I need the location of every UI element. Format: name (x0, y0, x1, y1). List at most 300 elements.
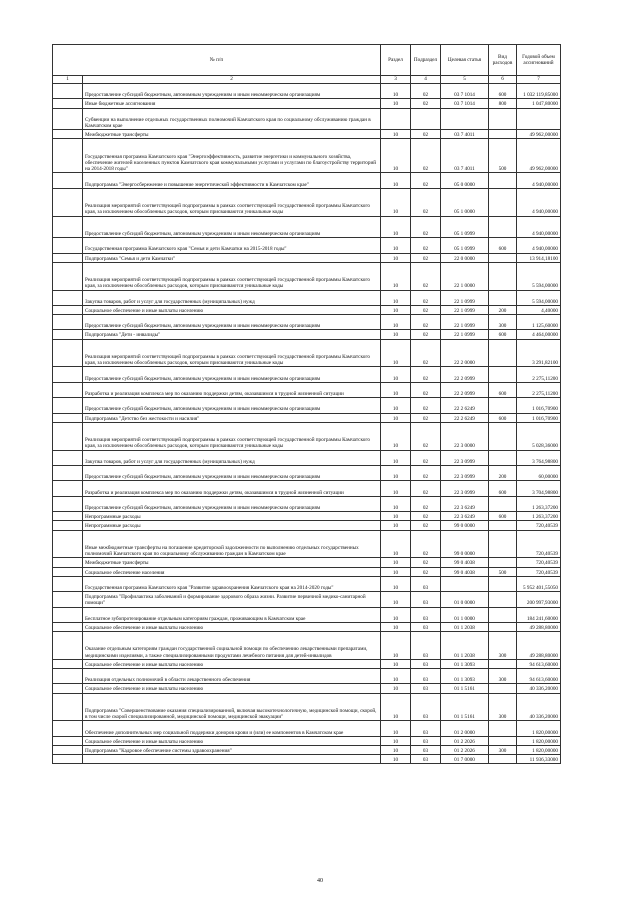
row-expense-type: 300 (489, 693, 517, 721)
col-header-podrazdel: Подраздел (411, 45, 441, 76)
table-row (53, 290, 561, 305)
row-podrazdel: 02 (411, 188, 441, 216)
row-description: Государственная программа Камчатского края "Энергоэффективность, развитие энергетики и коммунального хозяйства, обеспечение жителей населенных пунктов Камчатского края коммунальными услугами и услугами по благоустройству территорий на 2014-2018 годы" (83, 139, 381, 173)
row-razdel: 10 (381, 330, 411, 339)
row-description: Непрограммные расходы (83, 512, 381, 521)
row-expense-type (489, 721, 517, 736)
row-number-cell (53, 382, 83, 397)
row-razdel: 10 (381, 530, 411, 558)
row-razdel: 10 (381, 684, 411, 693)
row-description: Подпрограмма "Энергосбережение и повышение энергетической эффективности в Камчатском крае" (83, 173, 381, 188)
row-expense-type: 200 (489, 466, 517, 481)
row-podrazdel: 02 (411, 521, 441, 530)
row-podrazdel: 03 (411, 576, 441, 591)
col-number: 4 (411, 76, 441, 84)
row-razdel: 10 (381, 422, 411, 450)
table-row (53, 450, 561, 465)
row-podrazdel: 02 (411, 558, 441, 567)
row-amount: 94 613,60000 (517, 669, 561, 684)
table-row (53, 684, 561, 693)
row-amount: 1 263,37200 (517, 496, 561, 511)
row-amount: 2 275,11200 (517, 382, 561, 397)
row-number-cell (53, 530, 83, 558)
row-amount: 5 594,00000 (517, 262, 561, 290)
row-amount: 40 336,20000 (517, 693, 561, 721)
row-description: Разработка и реализация комплекса мер по оказанию поддержки детям, оказавшимся в трудной жизненной ситуации (83, 481, 381, 496)
row-amount: 60,00000 (517, 466, 561, 481)
row-number-cell (53, 736, 83, 745)
row-podrazdel: 02 (411, 413, 441, 422)
row-number-cell (53, 521, 83, 530)
row-expense-type (489, 339, 517, 367)
row-target-article: 22 3 0999 (441, 466, 489, 481)
row-target-article: 22 1 0999 (441, 330, 489, 339)
row-podrazdel: 03 (411, 755, 441, 764)
row-target-article (441, 576, 489, 591)
row-expense-type (489, 622, 517, 631)
row-razdel: 10 (381, 253, 411, 262)
row-amount: 4 940,00000 (517, 173, 561, 188)
table-row (53, 558, 561, 567)
row-razdel: 10 (381, 576, 411, 591)
row-expense-type: 600 (489, 382, 517, 397)
row-amount: 5 952 401,55050 (517, 576, 561, 591)
column-numbers-row (53, 76, 561, 84)
row-amount: 720,40539 (517, 567, 561, 576)
table-row (53, 330, 561, 339)
row-expense-type (489, 216, 517, 238)
row-expense-type: 600 (489, 330, 517, 339)
row-description: Оказание отдельным категориям граждан государственной социальной помощи по обеспечению лекарственными препаратами, медицинскими изделиями, а также специализированными продуктами лечебного питания для детей-инвалидов (83, 632, 381, 660)
table-row (53, 305, 561, 314)
row-razdel: 10 (381, 339, 411, 367)
row-number-cell (53, 622, 83, 631)
row-expense-type (489, 576, 517, 591)
row-expense-type: 500 (489, 567, 517, 576)
table-row (53, 339, 561, 367)
row-amount: 1 820,00000 (517, 746, 561, 755)
row-number-cell (53, 108, 83, 130)
budget-table-sheet (52, 44, 560, 764)
row-target-article: 22 1 0000 (441, 262, 489, 290)
row-target-article: 01 1 5161 (441, 684, 489, 693)
row-target-article: 22 1 0999 (441, 315, 489, 330)
row-description: Субвенции на выполнение отдельных государственных полномочий Камчатского края по социальному обслуживанию граждан в Камчатском крае (83, 108, 381, 130)
table-body (53, 84, 561, 764)
row-razdel: 10 (381, 139, 411, 173)
row-razdel: 10 (381, 521, 411, 530)
row-expense-type (489, 521, 517, 530)
row-razdel: 10 (381, 84, 411, 99)
row-expense-type (489, 684, 517, 693)
row-amount: 200 997,93000 (517, 592, 561, 607)
row-expense-type: 800 (489, 99, 517, 108)
row-target-article: 99 0 0000 (441, 521, 489, 530)
table-row (53, 496, 561, 511)
table-row (53, 262, 561, 290)
row-target-article: 22 3 0999 (441, 450, 489, 465)
row-razdel: 10 (381, 262, 411, 290)
row-description: Предоставление субсидий бюджетным, автономным учреждениям и иным некоммерческим организациям (83, 367, 381, 382)
row-razdel: 10 (381, 305, 411, 314)
table-row (53, 253, 561, 262)
row-number-cell (53, 607, 83, 622)
row-description: Социальное обеспечение и иные выплаты населению (83, 622, 381, 631)
row-razdel: 10 (381, 736, 411, 745)
row-podrazdel: 02 (411, 305, 441, 314)
table-row (53, 746, 561, 755)
row-expense-type: 600 (489, 481, 517, 496)
row-podrazdel: 02 (411, 130, 441, 139)
row-target-article: 05 1 0999 (441, 216, 489, 238)
table-row (53, 315, 561, 330)
row-description: Реализация мероприятий соответствующей подпрограммы в рамках соответствующей государственной программы Камчатского края, за исключением обособленных расходов, которым присваиваются уникальные коды (83, 422, 381, 450)
row-razdel: 10 (381, 755, 411, 764)
row-number-cell (53, 330, 83, 339)
table-row (53, 576, 561, 591)
row-amount: 4 940,00000 (517, 188, 561, 216)
row-razdel: 10 (381, 413, 411, 422)
row-target-article: 01 2 2026 (441, 746, 489, 755)
table-row (53, 632, 561, 660)
col-header-annual-amount: Годовой объем ассигнований (517, 45, 561, 76)
row-podrazdel: 03 (411, 632, 441, 660)
row-razdel: 10 (381, 188, 411, 216)
row-description: Межбюджетные трансферты (83, 130, 381, 139)
table-row (53, 755, 561, 764)
row-number-cell (53, 632, 83, 660)
row-expense-type: 300 (489, 746, 517, 755)
row-amount: 720,40539 (517, 530, 561, 558)
row-number-cell (53, 173, 83, 188)
row-target-article: 22 2 0999 (441, 382, 489, 397)
row-number-cell (53, 576, 83, 591)
row-target-article: 22 1 0999 (441, 290, 489, 305)
row-razdel: 10 (381, 659, 411, 668)
row-amount (517, 108, 561, 130)
row-number-cell (53, 558, 83, 567)
row-expense-type (489, 607, 517, 622)
row-description: Предоставление субсидий бюджетным, автономным учреждениям и иным некоммерческим организациям (83, 398, 381, 413)
row-description: Государственная программа Камчатского края "Развитие здравоохранения Камчатского края на 2014-2020 годы" (83, 576, 381, 591)
table-row (53, 188, 561, 216)
col-number: 6 (489, 76, 517, 84)
row-podrazdel: 02 (411, 530, 441, 558)
header-row (53, 45, 561, 76)
row-razdel: 10 (381, 398, 411, 413)
row-number-cell (53, 238, 83, 253)
row-description: Обеспечение дополнительных мер социальной поддержки доноров крови и (или) ее компонентов в Камчатском крае (83, 721, 381, 736)
row-description: Иные бюджетные ассигнования (83, 99, 381, 108)
row-description: Государственная программа Камчатского края "Семья и дети Камчатки на 2015-2018 годы" (83, 238, 381, 253)
row-target-article: 99 0 4038 (441, 558, 489, 567)
row-amount: 3 291,82100 (517, 339, 561, 367)
table-row (53, 413, 561, 422)
row-target-article: 22 1 0999 (441, 305, 489, 314)
row-amount: 4 464,00000 (517, 330, 561, 339)
row-description: Социальное обеспечение и иные выплаты населению (83, 736, 381, 745)
row-number-cell (53, 339, 83, 367)
row-target-article: 22 2 0999 (441, 367, 489, 382)
row-amount: 1 016,70900 (517, 398, 561, 413)
row-podrazdel: 02 (411, 290, 441, 305)
row-number-cell (53, 305, 83, 314)
row-amount: 11 936,33000 (517, 755, 561, 764)
row-number-cell (53, 659, 83, 668)
row-target-article: 01 1 2038 (441, 632, 489, 660)
row-podrazdel: 02 (411, 315, 441, 330)
row-expense-type (489, 755, 517, 764)
row-amount: 49 962,00000 (517, 130, 561, 139)
row-razdel: 10 (381, 622, 411, 631)
row-number-cell (53, 450, 83, 465)
row-number-cell (53, 422, 83, 450)
row-podrazdel: 03 (411, 736, 441, 745)
row-podrazdel: 02 (411, 567, 441, 576)
row-amount: 3 704,98800 (517, 481, 561, 496)
row-amount: 49 288,80000 (517, 632, 561, 660)
table-row (53, 512, 561, 521)
row-razdel: 10 (381, 481, 411, 496)
row-description: Предоставление субсидий бюджетным, автономным учреждениям и иным некоммерческим организациям (83, 496, 381, 511)
row-description: Предоставление субсидий бюджетным, автономным учреждениям и иным некоммерческим организациям (83, 216, 381, 238)
row-number-cell (53, 592, 83, 607)
row-description (83, 755, 381, 764)
row-target-article: 03 7 1014 (441, 99, 489, 108)
table-row (53, 422, 561, 450)
table-row (53, 530, 561, 558)
row-number-cell (53, 99, 83, 108)
row-description: Подпрограмма "Детство без жестокости и насилия" (83, 413, 381, 422)
table-row (53, 238, 561, 253)
row-expense-type (489, 398, 517, 413)
row-amount: 4 940,00000 (517, 238, 561, 253)
row-razdel: 10 (381, 567, 411, 576)
row-amount: 1 820,00000 (517, 721, 561, 736)
row-target-article: 05 1 0999 (441, 238, 489, 253)
row-amount: 40 336,20000 (517, 684, 561, 693)
row-description: Подпрограмма "Совершенствование оказания специализированной, включая высокотехнологичную, медицинской помощи, скорой, в том числе скорой специализированной, медицинской помощи, медицинской эвакуации" (83, 693, 381, 721)
row-amount: 1 820,00000 (517, 736, 561, 745)
row-expense-type: 600 (489, 238, 517, 253)
row-razdel: 10 (381, 592, 411, 607)
row-description: Социальное обеспечение и иные выплаты населению (83, 305, 381, 314)
table-row (53, 84, 561, 99)
row-razdel: 10 (381, 173, 411, 188)
row-podrazdel: 02 (411, 481, 441, 496)
row-podrazdel: 02 (411, 450, 441, 465)
row-expense-type: 200 (489, 305, 517, 314)
row-target-article: 01 1 3093 (441, 669, 489, 684)
row-expense-type (489, 592, 517, 607)
row-target-article: 22 2 0000 (441, 339, 489, 367)
row-number-cell (53, 290, 83, 305)
row-target-article: 01 2 2026 (441, 736, 489, 745)
row-description: Межбюджетные трансферты (83, 558, 381, 567)
row-amount: 1 263,37200 (517, 512, 561, 521)
row-razdel: 10 (381, 512, 411, 521)
row-amount: 1 047,80000 (517, 99, 561, 108)
row-target-article: 22 0 0000 (441, 253, 489, 262)
table-row (53, 398, 561, 413)
row-target-article: 22 3 6249 (441, 496, 489, 511)
row-description: Реализация отдельных полномочий в области лекарственного обеспечения (83, 669, 381, 684)
row-podrazdel: 02 (411, 496, 441, 511)
row-podrazdel: 03 (411, 669, 441, 684)
row-podrazdel: 02 (411, 99, 441, 108)
row-target-article: 22 3 6249 (441, 512, 489, 521)
row-number-cell (53, 398, 83, 413)
row-razdel (381, 108, 411, 130)
row-expense-type (489, 530, 517, 558)
row-expense-type: 300 (489, 315, 517, 330)
row-number-cell (53, 693, 83, 721)
row-target-article: 99 0 0000 (441, 530, 489, 558)
table-row (53, 367, 561, 382)
row-target-article: 22 2 6249 (441, 413, 489, 422)
row-expense-type (489, 659, 517, 668)
row-number-cell (53, 84, 83, 99)
table-row (53, 108, 561, 130)
row-expense-type (489, 262, 517, 290)
row-expense-type (489, 173, 517, 188)
row-podrazdel: 02 (411, 262, 441, 290)
row-amount: 94 613,60000 (517, 659, 561, 668)
row-number-cell (53, 481, 83, 496)
row-number-cell (53, 466, 83, 481)
row-razdel: 10 (381, 216, 411, 238)
row-description: Подпрограмма "Профилактика заболеваний и формирование здорового образа жизни. Развитие первичной медико-санитарной помощи" (83, 592, 381, 607)
row-razdel: 10 (381, 558, 411, 567)
row-podrazdel: 02 (411, 238, 441, 253)
row-number-cell (53, 188, 83, 216)
table-row (53, 216, 561, 238)
table-row (53, 382, 561, 397)
col-number: 2 (83, 76, 381, 84)
row-podrazdel: 02 (411, 422, 441, 450)
row-amount: 720,40539 (517, 558, 561, 567)
row-podrazdel: 03 (411, 746, 441, 755)
row-target-article: 01 1 3093 (441, 659, 489, 668)
row-target-article: 03 7 1014 (441, 84, 489, 99)
row-description: Реализация мероприятий соответствующей подпрограммы в рамках соответствующей государственной программы Камчатского края, за исключением обособленных расходов, которым присваиваются уникальные коды (83, 188, 381, 216)
row-expense-type (489, 736, 517, 745)
row-expense-type (489, 253, 517, 262)
row-number-cell (53, 721, 83, 736)
row-description: Закупка товаров, работ и услуг для государственных (муниципальных) нужд (83, 450, 381, 465)
row-amount: 4 940,00000 (517, 216, 561, 238)
row-number-cell (53, 684, 83, 693)
table-row (53, 130, 561, 139)
row-podrazdel: 03 (411, 721, 441, 736)
row-podrazdel: 03 (411, 607, 441, 622)
row-podrazdel: 02 (411, 382, 441, 397)
row-podrazdel: 02 (411, 139, 441, 173)
row-amount: 5 028,36000 (517, 422, 561, 450)
row-razdel: 10 (381, 466, 411, 481)
row-podrazdel: 03 (411, 622, 441, 631)
row-target-article: 01 2 0000 (441, 721, 489, 736)
row-target-article: 22 3 0999 (441, 481, 489, 496)
row-target-article: 22 3 0000 (441, 422, 489, 450)
row-description: Социальное обеспечение населения (83, 567, 381, 576)
row-amount: 49 288,80000 (517, 622, 561, 631)
row-amount: 1 016,70900 (517, 413, 561, 422)
table-row (53, 481, 561, 496)
row-expense-type (489, 290, 517, 305)
page-number: 40 (317, 878, 323, 884)
row-description: Реализация мероприятий соответствующей подпрограммы в рамках соответствующей государственной программы Камчатского края, за исключением обособленных расходов, которым присваиваются уникальные коды (83, 339, 381, 367)
row-expense-type (489, 496, 517, 511)
col-number: 5 (441, 76, 489, 84)
row-razdel: 10 (381, 669, 411, 684)
row-number-cell (53, 139, 83, 173)
row-expense-type: 300 (489, 669, 517, 684)
row-podrazdel: 02 (411, 173, 441, 188)
row-target-article: 99 0 4038 (441, 567, 489, 576)
row-podrazdel: 03 (411, 693, 441, 721)
row-number-cell (53, 262, 83, 290)
row-podrazdel: 03 (411, 684, 441, 693)
row-expense-type: 300 (489, 632, 517, 660)
table-row (53, 466, 561, 481)
row-expense-type: 600 (489, 84, 517, 99)
table-row (53, 659, 561, 668)
col-number: 3 (381, 76, 411, 84)
col-number: 7 (517, 76, 561, 84)
row-description: Социальное обеспечение и иные выплаты населению (83, 659, 381, 668)
row-podrazdel: 02 (411, 512, 441, 521)
table-row (53, 521, 561, 530)
row-razdel: 10 (381, 607, 411, 622)
table-row (53, 139, 561, 173)
row-description: Бесплатное зубопротезирование отдельным категориям граждан, проживающим в Камчатском крае (83, 607, 381, 622)
row-number-cell (53, 755, 83, 764)
row-razdel: 10 (381, 721, 411, 736)
row-number-cell (53, 253, 83, 262)
row-amount: 1 032 119,85000 (517, 84, 561, 99)
row-description: Разработка и реализация комплекса мер по оказанию поддержки детям, оказавшимся в трудной жизненной ситуации (83, 382, 381, 397)
row-description: Непрограммные расходы (83, 521, 381, 530)
row-target-article: 01 1 5161 (441, 693, 489, 721)
row-number-cell (53, 746, 83, 755)
row-podrazdel: 02 (411, 253, 441, 262)
table-row (53, 607, 561, 622)
row-expense-type: 500 (489, 139, 517, 173)
row-number-cell (53, 367, 83, 382)
row-expense-type (489, 130, 517, 139)
row-number-cell (53, 216, 83, 238)
row-number-cell (53, 512, 83, 521)
row-number-cell (53, 315, 83, 330)
row-target-article: 05 1 0000 (441, 188, 489, 216)
row-amount: 5 594,00000 (517, 290, 561, 305)
row-razdel: 10 (381, 367, 411, 382)
row-expense-type: 600 (489, 512, 517, 521)
row-description: Социальное обеспечение и иные выплаты населению (83, 684, 381, 693)
row-description: Предоставление субсидий бюджетным, автономным учреждениям и иным некоммерческим организациям (83, 315, 381, 330)
row-podrazdel: 03 (411, 592, 441, 607)
row-target-article (441, 108, 489, 130)
row-amount: 720,40539 (517, 521, 561, 530)
row-podrazdel: 02 (411, 330, 441, 339)
row-description: Закупка товаров, работ и услуг для государственных (муниципальных) нужд (83, 290, 381, 305)
row-amount: 49 962,00000 (517, 139, 561, 173)
row-razdel: 10 (381, 693, 411, 721)
table-row (53, 173, 561, 188)
row-podrazdel: 02 (411, 466, 441, 481)
row-target-article: 01 1 0000 (441, 607, 489, 622)
